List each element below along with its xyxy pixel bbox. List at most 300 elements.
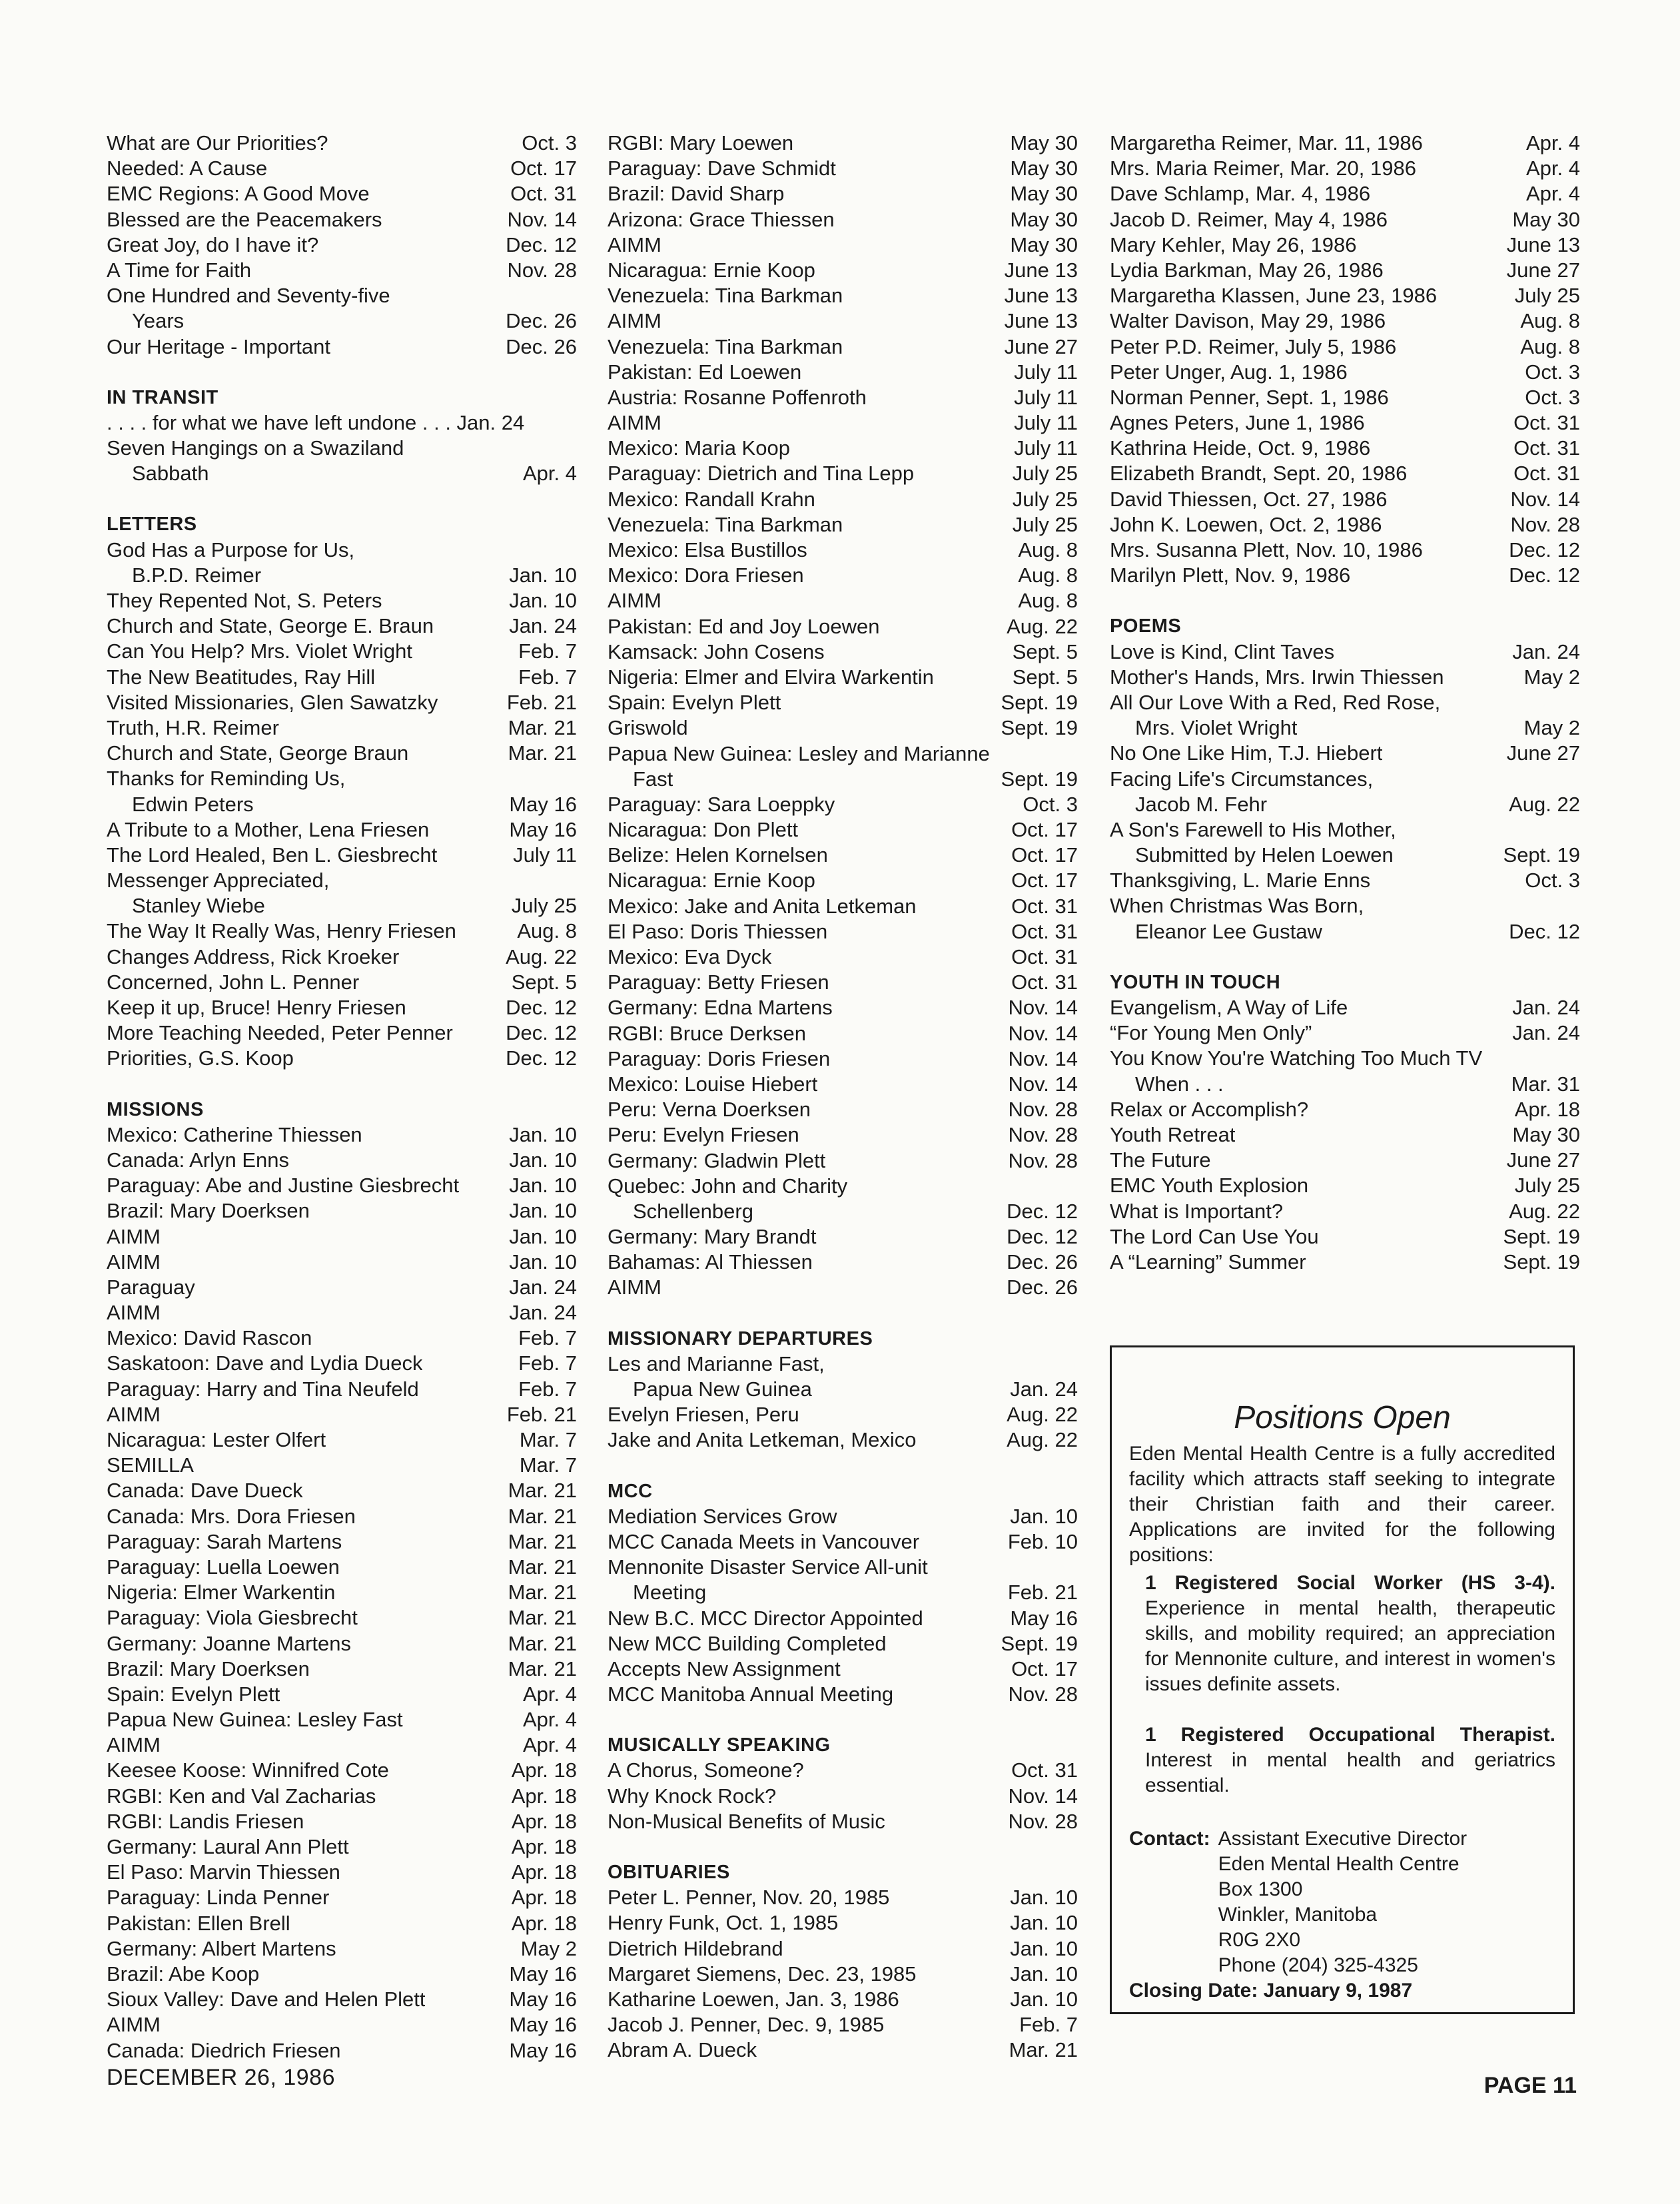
entry-title: Love is Kind, Clint Taves (1110, 639, 1335, 663)
entry-title: Mexico: Elsa Bustillos (608, 538, 807, 561)
entry-title: A Tribute to a Mother, Lena Friesen (107, 817, 430, 841)
entry-date: May 30 (1010, 232, 1078, 256)
entry-title: Thanks for Reminding Us, (107, 767, 346, 791)
entry-title: Evelyn Friesen, Peru (608, 1403, 799, 1427)
entry-title: Mexico: Jake and Anita Letkeman (608, 894, 917, 918)
entry-title: Abram A. Dueck (608, 2038, 757, 2062)
entry-date: Oct. 31 (1011, 919, 1078, 943)
entry-date: Aug. 8 (517, 919, 577, 943)
index-entry (107, 1046, 577, 1071)
entry-date: Sept. 19 (1001, 691, 1078, 715)
entry-date: Oct. 31 (1513, 462, 1580, 486)
entry-title: Arizona: Grace Thiessen (608, 207, 835, 231)
entry-title: Eleanor Lee Gustaw (1135, 919, 1322, 943)
index-entry (608, 690, 1078, 715)
index-entry (107, 1580, 577, 1605)
entry-date: June 13 (1004, 309, 1078, 333)
entry-date: June 27 (1004, 334, 1078, 358)
index-entry (608, 1885, 1078, 1910)
entry-date: Aug. 8 (1018, 538, 1078, 561)
entry-date: Aug. 8 (1520, 309, 1580, 333)
entry-title: All Our Love With a Red, Red Rose, (1110, 690, 1441, 714)
index-entry (1110, 767, 1580, 792)
index-entry (608, 919, 1078, 944)
entry-date: Apr. 4 (1526, 182, 1580, 206)
entry-date: July 11 (1014, 436, 1078, 460)
entry-title: Mexico: Maria Koop (608, 436, 790, 460)
index-entry (1110, 283, 1580, 308)
index-entry (107, 1732, 577, 1758)
entry-title: A Chorus, Someone? (608, 1758, 804, 1782)
entry-title: Brazil: David Sharp (608, 182, 785, 206)
index-entry (608, 232, 1078, 258)
index-entry (107, 1300, 577, 1325)
section-heading: LETTERS (107, 514, 197, 536)
index-entry (608, 1275, 1078, 1300)
entry-date: Dec. 12 (506, 996, 577, 1019)
job-social-worker-title: 1 Registered Social Worker (HS 3-4). (1145, 1572, 1555, 1594)
entry-date: Feb. 7 (1019, 2013, 1078, 2037)
entry-date: May 16 (509, 2013, 577, 2037)
entry-date: May 30 (1512, 207, 1580, 231)
entry-date: Sept. 5 (1012, 639, 1078, 663)
index-entry (107, 588, 577, 613)
entry-date: Jan. 24 (509, 1275, 577, 1299)
entry-title: EMC Regions: A Good Move (107, 182, 370, 206)
entry-date: July 11 (1014, 411, 1078, 435)
entry-date: Oct. 17 (510, 157, 577, 181)
entry-title: They Repented Not, S. Peters (107, 589, 382, 612)
entry-title: MCC Canada Meets in Vancouver (608, 1529, 920, 1553)
entry-title: Kathrina Heide, Oct. 9, 1986 (1110, 436, 1371, 460)
contact-line: Phone (204) 325-4325 (1218, 1954, 1418, 1976)
index-entry (107, 1427, 577, 1453)
index-entry (107, 1860, 577, 1885)
entry-title: Mexico: David Rascon (107, 1326, 312, 1350)
entry-title: Peter L. Penner, Nov. 20, 1985 (608, 1886, 890, 1910)
entry-title: Submitted by Helen Loewen (1135, 843, 1394, 867)
index-entry (107, 2012, 577, 2037)
entry-title: Elizabeth Brandt, Sept. 20, 1986 (1110, 462, 1408, 486)
section-heading: MUSICALLY SPEAKING (608, 1734, 831, 1756)
entry-date: Jan. 24 (509, 1301, 577, 1325)
positions-title: Positions Open (1234, 1400, 1451, 1435)
index-entry (1110, 181, 1580, 206)
entry-date: Dec. 12 (1509, 563, 1580, 587)
index-entry (107, 1351, 577, 1376)
entry-title: Les and Marianne Fast, (608, 1351, 825, 1375)
entry-date: Nov. 28 (1008, 1148, 1078, 1172)
positions-intro: Eden Mental Health Centre is a fully accredited facility which attracts staff seeking to integrate their Christian faith and their career. Applications are invited for the following positions: (1129, 1443, 1555, 1566)
index-entry (608, 1351, 1078, 1377)
index-entry (107, 1682, 577, 1707)
entry-title: Paraguay: Sara Loeppky (608, 792, 835, 816)
entry-date: Mar. 21 (508, 1581, 577, 1605)
entry-title: Church and State, George Braun (107, 741, 409, 765)
entry-title: MCC Manitoba Annual Meeting (608, 1682, 894, 1706)
entry-title: Changes Address, Rick Kroeker (107, 944, 400, 968)
entry-date: Jan. 10 (509, 1174, 577, 1198)
entry-title: Venezuela: Tina Barkman (608, 334, 843, 358)
index-entry (1110, 893, 1580, 918)
entry-date: Nov. 14 (1510, 487, 1580, 511)
index-entry (107, 1911, 577, 1936)
entry-title: Papua New Guinea: Lesley and Marianne (608, 741, 990, 765)
index-entry (107, 843, 577, 868)
index-entry (107, 868, 577, 893)
entry-date: July 25 (511, 894, 577, 918)
entry-date: Aug. 8 (1018, 589, 1078, 613)
entry-title: RGBI: Ken and Val Zacharias (107, 1784, 376, 1808)
entry-date: Apr. 4 (523, 462, 577, 486)
entry-title: When Christmas Was Born, (1110, 894, 1364, 918)
entry-date: Oct. 17 (1011, 843, 1078, 867)
index-entry (1110, 360, 1580, 385)
index-entry (107, 715, 577, 741)
index-entry (1110, 868, 1580, 893)
index-entry (107, 1962, 577, 1987)
entry-date: Oct. 31 (1513, 436, 1580, 460)
entry-date: Nov. 28 (507, 258, 577, 282)
entry-title: Mexico: Eva Dyck (608, 945, 772, 968)
index-entry (1110, 843, 1580, 868)
entry-title: Paraguay: Dietrich and Tina Lepp (608, 462, 915, 486)
index-entry (608, 385, 1078, 410)
entry-date: Nov. 28 (1008, 1809, 1078, 1833)
index-entry (608, 1427, 1078, 1453)
entry-date: Mar. 21 (1009, 2038, 1078, 2062)
contact-line: Eden Mental Health Centre (1218, 1853, 1460, 1875)
entry-title: Venezuela: Tina Barkman (608, 512, 843, 536)
entry-date: Oct. 3 (1525, 869, 1580, 893)
positions-open-box (1110, 1345, 1575, 2014)
index-entry (1110, 1097, 1580, 1122)
entry-title: A Time for Faith (107, 258, 252, 282)
entry-title: Katharine Loewen, Jan. 3, 1986 (608, 1987, 899, 2011)
entry-title: Nigeria: Elmer Warkentin (107, 1581, 336, 1605)
entry-date: Nov. 28 (1008, 1682, 1078, 1706)
index-entry (107, 207, 577, 232)
entry-title: Priorities, G.S. Koop (107, 1046, 294, 1070)
index-column-3 (1110, 131, 1580, 1275)
entry-title: Church and State, George E. Braun (107, 614, 434, 638)
index-entry (107, 258, 577, 283)
index-entry (608, 1402, 1078, 1427)
index-entry (1110, 995, 1580, 1020)
entry-date: Aug. 22 (506, 944, 577, 968)
contact-line: Box 1300 (1218, 1878, 1303, 1900)
entry-date: Oct. 31 (510, 182, 577, 206)
index-column-2 (608, 131, 1078, 2063)
index-entry (608, 563, 1078, 588)
index-entry (1110, 792, 1580, 817)
index-entry (608, 1758, 1078, 1783)
entry-date: Mar. 21 (508, 1529, 577, 1553)
entry-title: The Lord Healed, Ben L. Giesbrecht (107, 843, 438, 867)
section-heading: POEMS (1110, 615, 1182, 637)
entry-title: Nicaragua: Ernie Koop (608, 258, 815, 282)
entry-date: Nov. 14 (1008, 1021, 1078, 1045)
index-entry (608, 1962, 1078, 1987)
entry-date: Dec. 12 (1509, 919, 1580, 943)
entry-title: Accepts New Assignment (608, 1656, 841, 1680)
entry-title: Schellenberg (633, 1199, 753, 1223)
index-entry (1110, 1122, 1580, 1148)
entry-date: Dec. 26 (1007, 1250, 1078, 1274)
entry-date: Dec. 26 (1007, 1276, 1078, 1299)
entry-title: Mennonite Disaster Service All-unit (608, 1555, 928, 1579)
index-entry (608, 538, 1078, 563)
entry-title: Evangelism, A Way of Life (1110, 996, 1348, 1019)
index-entry (107, 1377, 577, 1402)
entry-title: Belize: Helen Kornelsen (608, 843, 828, 867)
contact-line: Assistant Executive Director (1218, 1828, 1468, 1850)
index-entry (608, 1656, 1078, 1682)
entry-title: Nicaragua: Ernie Koop (608, 869, 815, 893)
entry-title: The Lord Can Use You (1110, 1224, 1319, 1248)
entry-date: Jan. 24 (1512, 1021, 1580, 1045)
index-entry (608, 1682, 1078, 1707)
job-social-worker-text: Experience in mental health, therapeutic skills, and mobility required; an appreciation for Mennonite culture, and interest in women's issues definite assets. (1145, 1597, 1555, 1695)
index-entry (1110, 919, 1580, 944)
index-entry (608, 792, 1078, 817)
index-entry (107, 1250, 577, 1275)
index-entry (107, 232, 577, 258)
index-entry (608, 1199, 1078, 1224)
entry-title: Stanley Wiebe (132, 894, 265, 918)
job-social-worker (1129, 1571, 1555, 1697)
index-entry (1110, 487, 1580, 512)
entry-date: Jan. 10 (1010, 1911, 1078, 1935)
entry-title: Peter P.D. Reimer, July 5, 1986 (1110, 334, 1397, 358)
entry-date: Nov. 14 (1008, 1046, 1078, 1070)
entry-title: Mediation Services Grow (608, 1504, 837, 1528)
entry-date: July 25 (1012, 512, 1078, 536)
index-entry (608, 843, 1078, 868)
entry-date: Feb. 7 (518, 639, 577, 663)
entry-title: A Son's Farewell to His Mother, (1110, 817, 1396, 841)
entry-title: Blessed are the Peacemakers (107, 207, 382, 231)
entry-title: Jacob D. Reimer, May 4, 1986 (1110, 207, 1388, 231)
index-entry (107, 156, 577, 181)
index-entry (608, 436, 1078, 461)
contact-block (1129, 1826, 1555, 1978)
entry-title: Pakistan: Ellen Brell (107, 1911, 290, 1935)
entry-date: Mar. 21 (508, 1606, 577, 1630)
entry-title: Dave Schlamp, Mar. 4, 1986 (1110, 182, 1371, 206)
index-entry (608, 360, 1078, 385)
index-entry (608, 970, 1078, 995)
entry-date: May 16 (1010, 1606, 1078, 1630)
entry-date: Aug. 22 (1509, 1199, 1580, 1223)
entry-date: May 2 (1523, 716, 1580, 740)
index-entry (107, 970, 577, 995)
entry-title: Nicaragua: Don Plett (608, 818, 799, 842)
entry-date: Oct. 31 (1011, 945, 1078, 968)
entry-date: Mar. 31 (1511, 1072, 1580, 1096)
entry-date: Apr. 18 (511, 1784, 577, 1808)
index-entry (608, 639, 1078, 665)
index-entry (608, 1021, 1078, 1046)
index-entry (107, 639, 577, 664)
entry-date: Jan. 10 (1010, 1936, 1078, 1960)
entry-title: God Has a Purpose for Us, (107, 538, 355, 561)
entry-title: AIMM (608, 232, 661, 256)
index-entry (107, 1504, 577, 1529)
entry-date: Feb. 7 (518, 1377, 577, 1401)
index-entry (608, 181, 1078, 206)
entry-title: Paraguay: Abe and Justine Giesbrecht (107, 1174, 460, 1198)
entry-date: June 27 (1506, 1148, 1580, 1172)
entry-date: Dec. 26 (506, 309, 577, 333)
entry-title: Dietrich Hildebrand (608, 1936, 783, 1960)
index-entry (107, 1758, 577, 1783)
entry-title: Spain: Evelyn Plett (608, 691, 781, 715)
entry-title: Margaretha Klassen, June 23, 1986 (1110, 284, 1438, 308)
index-entry (107, 1784, 577, 1809)
entry-date: Sept. 19 (1001, 716, 1078, 740)
index-entry (608, 1072, 1078, 1097)
entry-title: Sioux Valley: Dave and Helen Plett (107, 1988, 426, 2012)
entry-title: Quebec: John and Charity (608, 1174, 848, 1198)
index-entry (107, 1402, 577, 1427)
entry-date: Jan. 10 (1010, 1987, 1078, 2011)
entry-date: Aug. 22 (1509, 792, 1580, 816)
entry-date: Mar. 21 (508, 1479, 577, 1503)
index-entry (608, 207, 1078, 232)
entry-date: Feb. 7 (518, 1326, 577, 1350)
entry-date: Nov. 28 (1008, 1123, 1078, 1147)
entry-date: Apr. 4 (1526, 131, 1580, 155)
entry-title: Paraguay: Sarah Martens (107, 1529, 342, 1553)
entry-date: June 27 (1506, 258, 1580, 282)
entry-date: Oct. 3 (1023, 792, 1078, 816)
index-entry (107, 995, 577, 1020)
entry-date: Nov. 14 (1008, 996, 1078, 1020)
entry-title: Pakistan: Ed Loewen (608, 360, 802, 384)
entry-title: Great Joy, do I have it? (107, 232, 319, 256)
entry-title: Messenger Appreciated, (107, 869, 330, 893)
entry-date: Jan. 24 (1010, 1377, 1078, 1401)
index-entry (107, 1325, 577, 1351)
entry-date: Dec. 12 (1007, 1225, 1078, 1249)
index-entry (1110, 308, 1580, 334)
entry-title: Concerned, John L. Penner (107, 970, 360, 994)
index-entry (608, 1606, 1078, 1631)
index-entry (1110, 1250, 1580, 1275)
entry-date: Jan. 10 (509, 589, 577, 612)
entry-date: May 30 (1010, 157, 1078, 181)
index-entry (1110, 1020, 1580, 1046)
index-entry (608, 410, 1078, 436)
index-entry (107, 563, 577, 588)
entry-date: Sept. 19 (1001, 1631, 1078, 1655)
entry-title: Canada: Dave Dueck (107, 1479, 303, 1503)
entry-date: June 13 (1004, 258, 1078, 282)
entry-title: Marilyn Plett, Nov. 9, 1986 (1110, 563, 1351, 587)
entry-title: RGBI: Bruce Derksen (608, 1021, 807, 1045)
entry-title: The Future (1110, 1148, 1211, 1172)
index-entry (608, 1046, 1078, 1072)
entry-title: Years (132, 309, 185, 333)
entry-title: AIMM (608, 411, 661, 435)
index-entry (107, 665, 577, 690)
entry-title: Can You Help? Mrs. Violet Wright (107, 639, 412, 663)
index-entry (608, 334, 1078, 360)
index-entry (608, 588, 1078, 613)
index-entry (107, 918, 577, 944)
entry-title: Margaret Siemens, Dec. 23, 1985 (608, 1962, 917, 1986)
index-entry (608, 995, 1078, 1020)
entry-title: Papua New Guinea (633, 1377, 812, 1401)
entry-title: Mexico: Dora Friesen (608, 563, 804, 587)
entry-title: AIMM (107, 2013, 161, 2037)
entry-title: More Teaching Needed, Peter Penner (107, 1021, 453, 1045)
entry-title: Brazil: Mary Doerksen (107, 1199, 310, 1223)
entry-date: June 13 (1004, 284, 1078, 308)
entry-title: One Hundred and Seventy-five (107, 284, 390, 308)
index-entry (608, 1174, 1078, 1199)
entry-date: Nov. 14 (507, 207, 577, 231)
index-entry (608, 131, 1078, 156)
index-entry (107, 436, 577, 461)
entry-date: Apr. 18 (1514, 1097, 1580, 1121)
index-entry (107, 1148, 577, 1173)
index-entry (608, 1097, 1078, 1122)
entry-title: B.P.D. Reimer (132, 563, 262, 587)
entry-title: “For Young Men Only” (1110, 1021, 1312, 1045)
index-entry (608, 283, 1078, 308)
index-entry (107, 741, 577, 766)
index-entry (1110, 410, 1580, 436)
entry-title: Nicaragua: Lester Olfert (107, 1428, 326, 1451)
index-entry (107, 1555, 577, 1580)
entry-date: Jan. 10 (1010, 1886, 1078, 1910)
entry-title: Jacob M. Fehr (1135, 792, 1268, 816)
entry-date: Mar. 21 (508, 741, 577, 765)
index-entry (1110, 1148, 1580, 1173)
index-entry (1110, 741, 1580, 766)
entry-date: May 16 (509, 2038, 577, 2062)
job-ot-title: 1 Registered Occupational Therapist. (1145, 1724, 1555, 1746)
entry-date: Nov. 14 (1008, 1784, 1078, 1808)
entry-date: Mar. 7 (519, 1428, 577, 1451)
index-entry (608, 715, 1078, 741)
entry-title: Spain: Evelyn Plett (107, 1682, 280, 1706)
entry-date: Nov. 28 (1510, 512, 1580, 536)
index-entry (1110, 232, 1580, 258)
section-heading: YOUTH IN TOUCH (1110, 971, 1281, 993)
index-entry (1110, 1173, 1580, 1198)
entry-date: Nov. 28 (1008, 1098, 1078, 1122)
index-entry (107, 613, 577, 639)
index-column-1 (107, 131, 577, 2063)
index-entry (608, 868, 1078, 893)
index-entry (608, 665, 1078, 690)
entry-title: Nigeria: Elmer and Elvira Warkentin (608, 665, 934, 689)
entry-title: Saskatoon: Dave and Lydia Dueck (107, 1351, 423, 1375)
entry-title: Mrs. Violet Wright (1135, 716, 1298, 740)
entry-date: Dec. 12 (1509, 538, 1580, 561)
closing-date: Closing Date: January 9, 1987 (1129, 1980, 1413, 2002)
index-entry (107, 1631, 577, 1656)
entry-date: May 30 (1010, 182, 1078, 206)
index-entry (1110, 207, 1580, 232)
entry-title: You Know You're Watching Too Much TV (1110, 1046, 1483, 1070)
index-entry (608, 2037, 1078, 2063)
entry-title: John K. Loewen, Oct. 2, 1986 (1110, 512, 1382, 536)
entry-date: Oct. 17 (1011, 1656, 1078, 1680)
